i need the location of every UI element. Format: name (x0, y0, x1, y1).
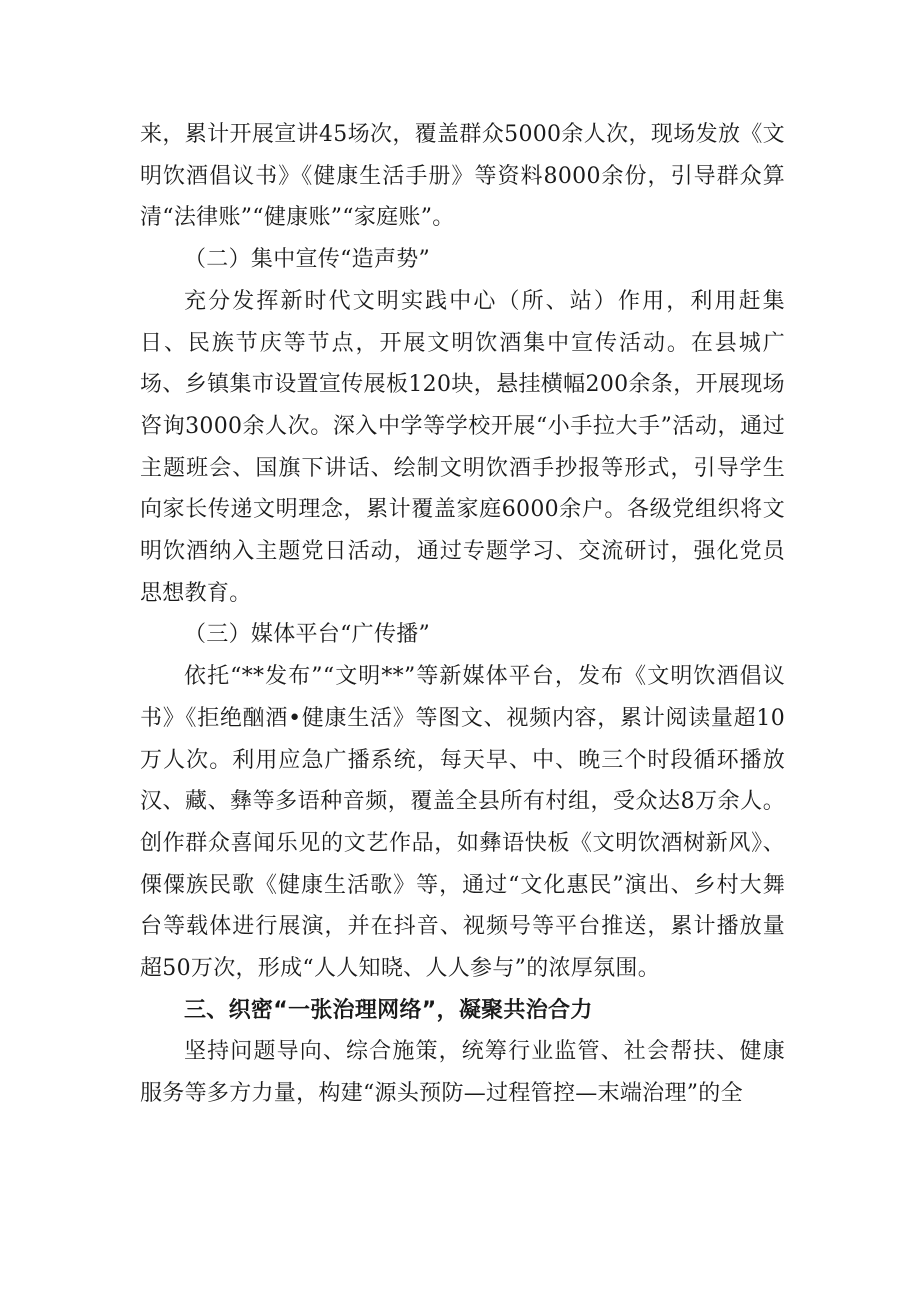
paragraph-continuation: 来，累计开展宣讲45场次，覆盖群众5000余人次，现场发放《文明饮酒倡议书》《健康生活手册》等资料8000余份，引导群众算清“法律账”“健康账”“家庭账”。 (140, 122, 785, 231)
subheading-media-platform: （三）媒体平台“广传播” (184, 622, 431, 648)
subheading-centralized-publicity: （二）集中宣传“造声势” (184, 247, 431, 273)
paragraph-centralized-publicity: 充分发挥新时代文明实践中心（所、站）作用，利用赶集日、民族节庆等节点，开展文明饮酒集中宣传活动。在县城广场、乡镇集市设置宣传展板120块，悬挂横幅200余条，开展现场咨询3000余人次。深入中学等学校开展“小手拉大手”活动，通过主题班会、国旗下讲话、绘制文明饮酒手抄报等形式，引导学生向家长传递文明理念，累计覆盖家庭6000余户。各级党组织将文明饮酒纳入主题党日活动，通过专题学习、交流研讨，强化党员思想教育。 (140, 288, 785, 606)
paragraph-governance-network: 坚持问题导向、综合施策，统筹行业监管、社会帮扶、健康服务等多方力量，构建“源头预防—过程管控—末端治理”的全 (140, 1039, 785, 1107)
document-body (140, 114, 785, 1115)
paragraph-media-platform: 依托“**发布”“文明**”等新媒体平台，发布《文明饮酒倡议书》《拒绝酗酒•健康生活》等图文、视频内容，累计阅读量超10万人次。利用应急广播系统，每天早、中、晚三个时段循环播放汉、藏、彝等多语种音频，覆盖全县所有村组，受众达8万余人。创作群众喜闻乐见的文艺作品，如彝语快板《文明饮酒树新风》、傈僳族民歌《健康生活歌》等，通过“文化惠民”演出、乡村大舞台等载体进行展演，并在抖音、视频号等平台推送，累计播放量超50万次，形成“人人知晓、人人参与”的浓厚氛围。 (140, 664, 785, 982)
section-heading-governance-network: 三、织密“一张治理网络”，凝聚共治合力 (184, 997, 593, 1023)
